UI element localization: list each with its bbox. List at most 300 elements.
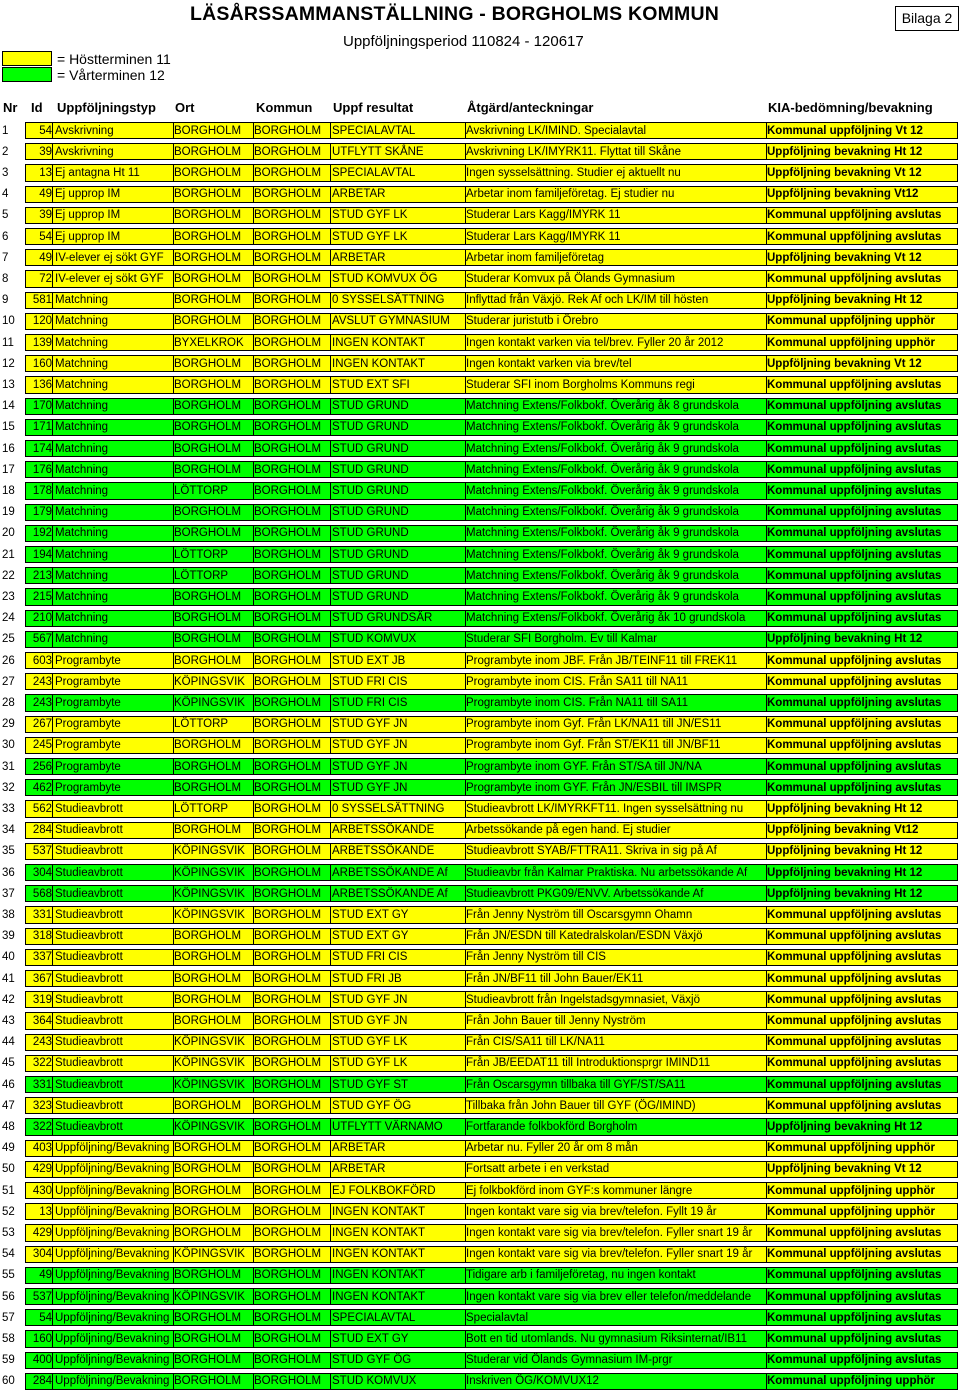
row-id: 178 <box>32 484 52 497</box>
row-id: 243 <box>32 675 52 688</box>
row-nr: 50 <box>2 1163 15 1176</box>
row-kommun: BORGHOLM <box>254 590 322 603</box>
row-id: 179 <box>32 506 52 519</box>
row-resultat: STUD GYF JN <box>332 760 408 773</box>
row-resultat: STUD GRUND <box>332 421 409 434</box>
table-row <box>0 798 960 819</box>
cell-divider <box>52 376 53 393</box>
row-atgard: Fortsatt arbete i en verkstad <box>466 1163 610 1176</box>
row-typ: Programbyte <box>55 718 121 731</box>
table-row <box>0 247 960 268</box>
cell-divider <box>52 906 53 923</box>
row-typ: Studieavbrott <box>55 845 123 858</box>
row-ort: BORGHOLM <box>174 421 242 434</box>
row-resultat: STUD GYF LK <box>332 230 408 243</box>
row-typ: Matchning <box>55 548 109 561</box>
row-atgard: Ingen kontakt varken via brev/tel <box>466 357 632 370</box>
cell-divider <box>52 1224 53 1241</box>
row-resultat: UTFLYTT VÄRNAMO <box>332 1120 443 1133</box>
row-ort: BORGHOLM <box>174 1375 242 1388</box>
row-ort: LÖTTORP <box>174 718 229 731</box>
row-typ: Studieavbrott <box>55 1036 123 1049</box>
row-atgard: Avskrivning LK/IMIND. Specialavtal <box>466 124 647 137</box>
row-kommun: BORGHOLM <box>254 272 322 285</box>
bilaga-box: Bilaga 2 <box>895 6 959 31</box>
row-nr: 36 <box>2 866 15 879</box>
row-typ: Studieavbrott <box>55 951 123 964</box>
cell-divider <box>330 906 331 923</box>
row-kommun: BORGHOLM <box>254 336 322 349</box>
row-nr: 51 <box>2 1184 15 1197</box>
row-resultat: INGEN KONTAKT <box>332 357 426 370</box>
row-nr: 25 <box>2 633 15 646</box>
table-row <box>0 650 960 671</box>
row-ort: BORGHOLM <box>174 781 242 794</box>
row-atgard: Från JN/ESDN till Katedralskolan/ESDN Växjö <box>466 930 703 943</box>
cell-divider <box>52 143 53 160</box>
cell-divider <box>330 546 331 563</box>
row-kia: Kommunal uppföljning avslutas <box>767 1014 942 1027</box>
legend-label-spring: = Vårterminen 12 <box>57 67 165 83</box>
row-typ: Uppföljning/Bevakning <box>55 1290 170 1303</box>
row-ort: BORGHOLM <box>174 357 242 370</box>
table-row <box>0 735 960 756</box>
row-atgard: Arbetar nu. Fyller 20 år om 8 mån <box>466 1142 638 1155</box>
row-atgard: Matchning Extens/Folkbokf. Överårig åk 9 grundskola <box>466 484 739 497</box>
row-id: 39 <box>39 145 52 158</box>
table-row <box>0 311 960 332</box>
cell-divider <box>52 228 53 245</box>
table-row <box>0 268 960 289</box>
row-kommun: BORGHOLM <box>254 951 322 964</box>
row-ort: KÖPINGSVIK <box>174 696 245 709</box>
row-ort: BORGHOLM <box>174 1163 242 1176</box>
cell-divider <box>52 419 53 436</box>
row-atgard: Studieavbrott LK/IMYRKFT11. Ingen sysselsättning nu <box>466 802 744 815</box>
cell-divider <box>52 758 53 775</box>
row-nr: 22 <box>2 569 15 582</box>
row-nr: 56 <box>2 1290 15 1303</box>
cell-divider <box>330 1182 331 1199</box>
table-row <box>0 947 960 968</box>
row-kommun: BORGHOLM <box>254 209 322 222</box>
row-kommun: BORGHOLM <box>254 654 322 667</box>
table-row <box>0 1244 960 1265</box>
row-atgard: Från Jenny Nyström till CIS <box>466 951 606 964</box>
row-kommun: BORGHOLM <box>254 1057 322 1070</box>
row-atgard: Studieavbrott från Ingelstadsgymnasiet, Växjö <box>466 993 700 1006</box>
row-kommun: BORGHOLM <box>254 548 322 561</box>
row-nr: 40 <box>2 951 15 964</box>
row-kia: Kommunal uppföljning avslutas <box>767 484 942 497</box>
legend-label-autumn: = Höstterminen 11 <box>57 51 171 67</box>
row-typ: Uppföljning/Bevakning <box>55 1163 170 1176</box>
table-row <box>0 353 960 374</box>
row-atgard: Från CIS/SA11 till LK/NA11 <box>466 1036 605 1049</box>
row-kia: Kommunal uppföljning avslutas <box>767 718 942 731</box>
row-atgard: Studerar Komvux på Ölands Gymnasium <box>466 272 676 285</box>
row-kia: Kommunal uppföljning avslutas <box>767 696 942 709</box>
row-kommun: BORGHOLM <box>254 760 322 773</box>
row-kia: Uppföljning bevakning Ht 12 <box>767 866 923 879</box>
row-kia: Uppföljning bevakning Ht 12 <box>767 633 923 646</box>
row-ort: BORGHOLM <box>174 272 242 285</box>
cell-divider <box>52 482 53 499</box>
row-atgard: Studerar Lars Kagg/IMYRK 11 <box>466 209 621 222</box>
row-atgard: Matchning Extens/Folkbokf. Överårig åk 9 grundskola <box>466 569 739 582</box>
row-nr: 11 <box>2 336 14 349</box>
table-row <box>0 1307 960 1328</box>
row-ort: BORGHOLM <box>174 1226 242 1239</box>
row-kommun: BORGHOLM <box>254 1078 322 1091</box>
row-nr: 55 <box>2 1269 15 1282</box>
cell-divider <box>330 885 331 902</box>
row-kia: Kommunal uppföljning avslutas <box>767 400 942 413</box>
row-atgard: Från JN/BF11 till John Bauer/EK11 <box>466 972 644 985</box>
row-kia: Uppföljning bevakning Vt 12 <box>767 166 922 179</box>
table-row <box>0 332 960 353</box>
row-typ: Uppföljning/Bevakning <box>55 1269 170 1282</box>
row-nr: 58 <box>2 1332 15 1345</box>
row-typ: Studieavbrott <box>55 1120 123 1133</box>
row-nr: 14 <box>2 400 15 413</box>
row-kommun: BORGHOLM <box>254 1332 322 1345</box>
col-header-nr: Nr <box>3 100 18 115</box>
row-resultat: ARBETSSÖKANDE Af <box>332 887 448 900</box>
row-id: 256 <box>32 760 52 773</box>
cell-divider <box>330 1097 331 1114</box>
row-kommun: BORGHOLM <box>254 1036 322 1049</box>
row-atgard: Från Oscarsgymn tillbaka till GYF/ST/SA11 <box>466 1078 686 1091</box>
row-typ: Uppföljning/Bevakning <box>55 1205 170 1218</box>
row-atgard: Matchning Extens/Folkbokf. Överårig åk 9 grundskola <box>466 506 739 519</box>
row-atgard: Ej folkbokförd inom GYF:s kommuner längre <box>466 1184 693 1197</box>
row-kia: Kommunal uppföljning avslutas <box>767 548 942 561</box>
row-atgard: Studerar juristutb i Örebro <box>466 315 599 328</box>
row-ort: KÖPINGSVIK <box>174 1120 245 1133</box>
table-row <box>0 417 960 438</box>
row-resultat: STUD GRUNDSÄR <box>332 612 433 625</box>
table-row <box>0 629 960 650</box>
row-kia: Uppföljning bevakning Ht 12 <box>767 845 923 858</box>
row-ort: KÖPINGSVIK <box>174 1057 245 1070</box>
row-id: 49 <box>39 188 52 201</box>
row-id: 171 <box>32 421 52 434</box>
row-kia: Kommunal uppföljning avslutas <box>767 1226 942 1239</box>
table-row <box>0 1201 960 1222</box>
row-id: 160 <box>32 357 52 370</box>
cell-divider <box>330 673 331 690</box>
cell-divider <box>52 355 53 372</box>
row-atgard: Specialavtal <box>466 1311 529 1324</box>
row-ort: BYXELKROK <box>174 336 244 349</box>
row-typ: Programbyte <box>55 696 121 709</box>
row-atgard: Inflyttad från Växjö. Rek Af och LK/IM till hösten <box>466 294 709 307</box>
row-id: 318 <box>32 930 52 943</box>
row-typ: Studieavbrott <box>55 1099 123 1112</box>
row-resultat: 0 SYSSELSÄTTNING <box>332 802 445 815</box>
row-ort: BORGHOLM <box>174 230 242 243</box>
row-atgard: Ingen kontakt varken via tel/brev. Fyller 20 år 2012 <box>466 336 724 349</box>
cell-divider <box>52 525 53 542</box>
row-typ: Uppföljning/Bevakning <box>55 1332 170 1345</box>
cell-divider <box>330 1352 331 1369</box>
cell-divider <box>330 504 331 521</box>
row-kia: Kommunal uppföljning avslutas <box>767 908 942 921</box>
row-id: 13 <box>39 1205 52 1218</box>
table-row <box>0 226 960 247</box>
table-row <box>0 1265 960 1286</box>
row-ort: BORGHOLM <box>174 930 242 943</box>
row-nr: 53 <box>2 1226 15 1239</box>
table-row <box>0 926 960 947</box>
cell-divider <box>330 970 331 987</box>
row-atgard: Bott en tid utomlands. Nu gymnasium Riksinternat/IB11 <box>466 1332 748 1345</box>
cell-divider <box>330 843 331 860</box>
row-kia: Kommunal uppföljning avslutas <box>767 781 942 794</box>
row-kommun: BORGHOLM <box>254 718 322 731</box>
row-kia: Kommunal uppföljning Vt 12 <box>767 124 923 137</box>
row-atgard: Ingen sysselsättning. Studier ej aktuellt nu <box>466 166 681 179</box>
row-id: 160 <box>32 1332 52 1345</box>
row-atgard: Programbyte inom GYF. Från JN/ESBIL till IMSPR <box>466 781 722 794</box>
cell-divider <box>330 864 331 881</box>
cell-divider <box>52 567 53 584</box>
row-kia: Kommunal uppföljning avslutas <box>767 1269 942 1282</box>
row-typ: Ej upprop IM <box>55 209 121 222</box>
cell-divider <box>330 313 331 330</box>
row-typ: Studieavbrott <box>55 824 123 837</box>
row-atgard: Inskriven ÖG/KOMVUX12 <box>466 1375 599 1388</box>
row-resultat: INGEN KONTAKT <box>332 336 426 349</box>
row-kia: Kommunal uppföljning avslutas <box>767 654 942 667</box>
row-nr: 8 <box>2 272 9 285</box>
row-nr: 57 <box>2 1311 15 1324</box>
cell-divider <box>52 779 53 796</box>
row-ort: BORGHOLM <box>174 400 242 413</box>
table-row <box>0 1328 960 1349</box>
row-kia: Kommunal uppföljning upphör <box>767 336 935 349</box>
row-id: 54 <box>39 124 52 137</box>
cell-divider <box>52 440 53 457</box>
row-resultat: INGEN KONTAKT <box>332 1290 426 1303</box>
cell-divider <box>330 779 331 796</box>
row-resultat: UTFLYTT SKÅNE <box>332 145 424 158</box>
row-resultat: 0 SYSSELSÄTTNING <box>332 294 445 307</box>
cell-divider <box>330 419 331 436</box>
row-id: 322 <box>32 1057 52 1070</box>
row-typ: Uppföljning/Bevakning <box>55 1354 170 1367</box>
row-typ: Matchning <box>55 484 109 497</box>
row-typ: Ej upprop IM <box>55 188 121 201</box>
row-nr: 37 <box>2 887 15 900</box>
row-ort: BORGHOLM <box>174 124 242 137</box>
row-resultat: AVSLUT GYMNASIUM <box>332 315 450 328</box>
row-atgard: Programbyte inom Gyf. Från ST/EK11 till JN/BF11 <box>466 739 721 752</box>
row-typ: Studieavbrott <box>55 1078 123 1091</box>
table-row <box>0 523 960 544</box>
row-id: 323 <box>32 1099 52 1112</box>
row-typ: Matchning <box>55 463 109 476</box>
cell-divider <box>330 991 331 1008</box>
cell-divider <box>52 270 53 287</box>
row-ort: BORGHOLM <box>174 1142 242 1155</box>
row-ort: BORGHOLM <box>174 824 242 837</box>
row-id: 39 <box>39 209 52 222</box>
row-atgard: Matchning Extens/Folkbokf. Överårig åk 9 grundskola <box>466 527 739 540</box>
row-resultat: STUD GYF ST <box>332 1078 409 1091</box>
row-kommun: BORGHOLM <box>254 1226 322 1239</box>
row-typ: Studieavbrott <box>55 866 123 879</box>
row-kommun: BORGHOLM <box>254 251 322 264</box>
row-kommun: BORGHOLM <box>254 400 322 413</box>
row-ort: BORGHOLM <box>174 760 242 773</box>
row-kia: Kommunal uppföljning upphör <box>767 1142 935 1155</box>
row-atgard: Matchning Extens/Folkbokf. Överårig åk 9 grundskola <box>466 463 739 476</box>
cell-divider <box>52 822 53 839</box>
cell-divider <box>330 800 331 817</box>
cell-divider <box>52 398 53 415</box>
row-ort: BORGHOLM <box>174 633 242 646</box>
row-kia: Kommunal uppföljning avslutas <box>767 272 942 285</box>
row-ort: LÖTTORP <box>174 569 229 582</box>
cell-divider <box>330 1034 331 1051</box>
row-resultat: STUD GYF JN <box>332 739 408 752</box>
row-nr: 18 <box>2 484 15 497</box>
row-typ: Avskrivning <box>55 124 114 137</box>
table-row <box>0 565 960 586</box>
row-kommun: BORGHOLM <box>254 696 322 709</box>
row-atgard: Ingen kontakt vare sig via brev/telefon. Fyllt 19 år <box>466 1205 717 1218</box>
row-ort: BORGHOLM <box>174 145 242 158</box>
cell-divider <box>330 122 331 139</box>
row-nr: 54 <box>2 1248 15 1261</box>
cell-divider <box>330 631 331 648</box>
row-resultat: STUD EXT GY <box>332 1332 409 1345</box>
row-nr: 43 <box>2 1014 15 1027</box>
row-kommun: BORGHOLM <box>254 124 322 137</box>
row-nr: 44 <box>2 1036 15 1049</box>
row-id: 603 <box>32 654 52 667</box>
row-id: 192 <box>32 527 52 540</box>
row-ort: BORGHOLM <box>174 294 242 307</box>
cell-divider <box>330 376 331 393</box>
cell-divider <box>330 249 331 266</box>
row-kia: Kommunal uppföljning avslutas <box>767 463 942 476</box>
row-resultat: STUD GYF ÖG <box>332 1354 412 1367</box>
row-kommun: BORGHOLM <box>254 781 322 794</box>
cell-divider <box>330 461 331 478</box>
table-row <box>0 162 960 183</box>
row-kommun: BORGHOLM <box>254 421 322 434</box>
cell-divider <box>52 461 53 478</box>
row-resultat: STUD GYF LK <box>332 1057 408 1070</box>
col-header-resultat: Uppf resultat <box>333 100 414 115</box>
table-row <box>0 290 960 311</box>
cell-divider <box>52 1097 53 1114</box>
row-nr: 45 <box>2 1057 15 1070</box>
row-atgard: Programbyte inom JBF. Från JB/TEINF11 till FREK11 <box>466 654 738 667</box>
legend-swatch-spring <box>2 67 52 82</box>
row-nr: 42 <box>2 993 15 1006</box>
row-atgard: Matchning Extens/Folkbokf. Överårig åk 8 grundskola <box>466 400 739 413</box>
row-id: 54 <box>39 230 52 243</box>
cell-divider <box>52 737 53 754</box>
row-ort: BORGHOLM <box>174 612 242 625</box>
row-kia: Uppföljning bevakning Vt 12 <box>767 1163 922 1176</box>
cell-divider <box>330 1076 331 1093</box>
table-row <box>0 1371 960 1392</box>
cell-divider <box>330 1288 331 1305</box>
row-id: 331 <box>32 908 52 921</box>
row-kia: Uppföljning bevakning Ht 12 <box>767 802 923 815</box>
cell-divider <box>330 1246 331 1263</box>
row-typ: Matchning <box>55 612 109 625</box>
row-typ: Programbyte <box>55 739 121 752</box>
table-row <box>0 502 960 523</box>
cell-divider <box>52 885 53 902</box>
row-nr: 47 <box>2 1099 15 1112</box>
row-typ: Matchning <box>55 506 109 519</box>
row-ort: BORGHOLM <box>174 1099 242 1112</box>
row-kia: Kommunal uppföljning avslutas <box>767 972 942 985</box>
cell-divider <box>52 334 53 351</box>
row-atgard: Arbetssökande på egen hand. Ej studier <box>466 824 671 837</box>
cell-divider <box>52 694 53 711</box>
row-kommun: BORGHOLM <box>254 1014 322 1027</box>
row-typ: Studieavbrott <box>55 993 123 1006</box>
row-resultat: STUD GYF LK <box>332 209 408 222</box>
row-nr: 10 <box>2 315 15 328</box>
cell-divider <box>330 186 331 203</box>
row-kia: Kommunal uppföljning avslutas <box>767 1311 942 1324</box>
row-kia: Kommunal uppföljning avslutas <box>767 675 942 688</box>
row-kommun: BORGHOLM <box>254 824 322 837</box>
row-kommun: BORGHOLM <box>254 166 322 179</box>
legend-swatch-autumn <box>2 51 52 66</box>
cell-divider <box>330 949 331 966</box>
row-typ: Studieavbrott <box>55 930 123 943</box>
cell-divider <box>52 800 53 817</box>
cell-divider <box>52 186 53 203</box>
table-row <box>0 671 960 692</box>
cell-divider <box>52 610 53 627</box>
row-typ: Studieavbrott <box>55 972 123 985</box>
row-id: 562 <box>32 802 52 815</box>
table-row <box>0 1116 960 1137</box>
row-atgard: Matchning Extens/Folkbokf. Överårig åk 10 grundskola <box>466 612 746 625</box>
row-kommun: BORGHOLM <box>254 908 322 921</box>
row-kia: Kommunal uppföljning avslutas <box>767 1078 942 1091</box>
row-id: 364 <box>32 1014 52 1027</box>
table-row <box>0 904 960 925</box>
row-typ: Matchning <box>55 378 109 391</box>
row-kommun: BORGHOLM <box>254 463 322 476</box>
row-id: 403 <box>32 1142 52 1155</box>
row-nr: 24 <box>2 612 15 625</box>
row-nr: 52 <box>2 1205 15 1218</box>
row-nr: 20 <box>2 527 15 540</box>
row-kommun: BORGHOLM <box>254 1184 322 1197</box>
table-row <box>0 756 960 777</box>
row-id: 304 <box>32 866 52 879</box>
row-typ: Studieavbrott <box>55 908 123 921</box>
row-resultat: EJ FOLKBOKFÖRD <box>332 1184 436 1197</box>
table-row <box>0 1032 960 1053</box>
row-kommun: BORGHOLM <box>254 972 322 985</box>
row-id: 210 <box>32 612 52 625</box>
row-id: 462 <box>32 781 52 794</box>
